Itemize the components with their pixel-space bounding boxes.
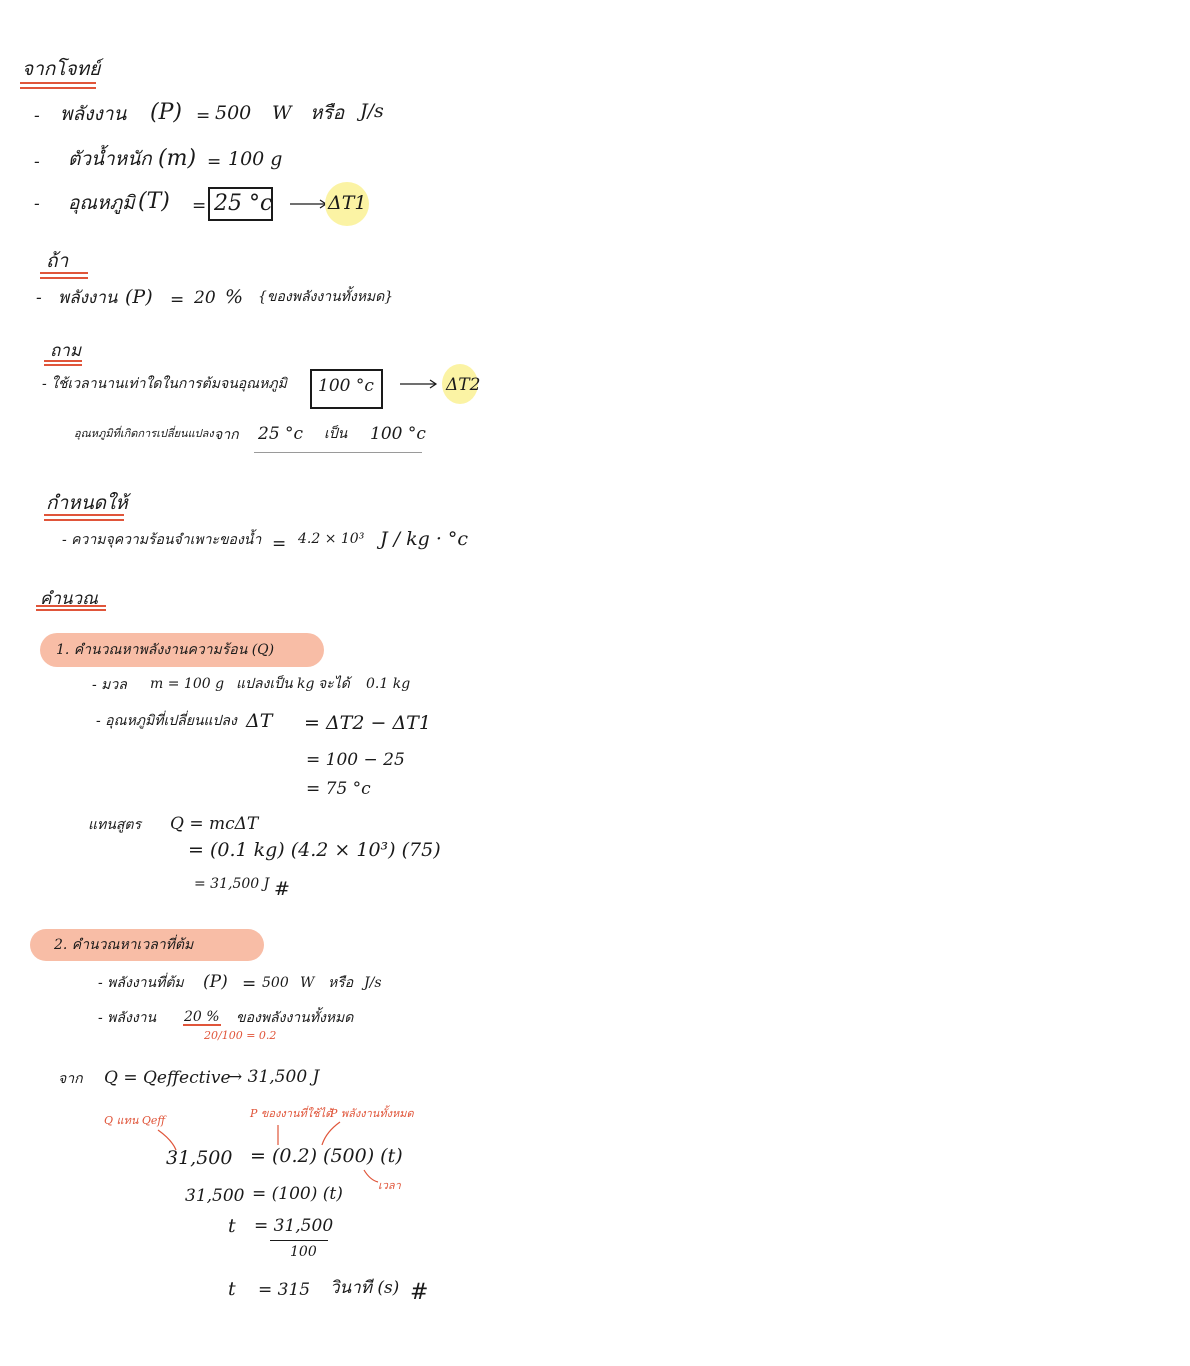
mass-symbol: (m) <box>158 146 197 171</box>
power-dash: - <box>34 106 40 126</box>
power-value: 500 <box>215 102 252 124</box>
if-power-eq: = <box>170 290 185 310</box>
step2-line1-prefix: - พลังงานที่ต้ม <box>98 975 184 991</box>
step2-line1-symbol: (P) <box>203 972 228 992</box>
step1-result: = 31,500 J <box>194 876 270 892</box>
step2-line1-eq: = <box>242 974 257 994</box>
temp-label: อุณหภูมิ <box>68 192 135 214</box>
step1-dt-prefix: - อุณหภูมิที่เปลี่ยนแปลง <box>96 713 237 729</box>
eqC-denominator: 100 <box>290 1244 317 1260</box>
defined-heading: กำหนดให้ <box>46 492 128 514</box>
final-right: = 315 <box>258 1280 311 1300</box>
question-line1: - ใช้เวลานานเท่าใดในการต้มจนอุณหภูมิ <box>42 376 287 392</box>
step2-line1-or: หรือ <box>328 975 354 991</box>
question-line2: อุณหภูมิที่เกิดการเปลี่ยนแปลง <box>74 427 214 440</box>
note-all: P พลังงานทั้งหมด <box>330 1107 414 1120</box>
eqA-left: 31,500 <box>166 1147 233 1169</box>
step2-line2-prefix: - พลังงาน <box>98 1010 157 1026</box>
step2-line1-unit: W <box>300 975 315 991</box>
temp-symbol: (T) <box>138 189 170 214</box>
step1-dt-eq1: = ΔT2 − ΔT1 <box>304 712 431 734</box>
eqB-right: = (100) (t) <box>252 1184 343 1204</box>
step2-line2-note: 20/100 = 0.2 <box>204 1029 277 1042</box>
eqA-right: = (0.2) (500) (t) <box>250 1145 403 1167</box>
if-power-value: 20 <box>194 288 216 308</box>
note-p: P ของงานที่ใช้ได้ <box>250 1107 333 1120</box>
step1-mass-expr: m = 100 g <box>150 676 225 692</box>
step1-mass-result-label: จะได้ <box>318 676 350 692</box>
if-heading: ถ้า <box>46 250 69 272</box>
step2-line1-unit2: J/s <box>364 975 382 991</box>
final-check-mark: # <box>410 1280 429 1305</box>
mass-label: ตัวน้ำหนัก <box>68 148 152 170</box>
power-label: พลังงาน <box>60 103 127 125</box>
note-q: Q แทน Qeff <box>104 1114 166 1127</box>
eqC-left: t <box>228 1215 236 1237</box>
defined-value: 4.2 × 10³ <box>298 531 365 547</box>
power-eq: = <box>196 106 211 126</box>
temp-value: 25 °c <box>214 191 273 216</box>
eqB-left: 31,500 <box>185 1186 245 1206</box>
defined-unit: J / kg · °c <box>380 528 469 550</box>
question-to: เป็น <box>324 426 348 442</box>
step1-dt-eq3: = 75 °c <box>306 779 371 799</box>
defined-eq: = <box>272 534 287 554</box>
final-unit: วินาที (s) <box>330 1278 400 1298</box>
calc-heading: คำนวณ <box>40 589 98 609</box>
step2-line2-value: 20 % <box>184 1009 220 1025</box>
mass-value: 100 g <box>228 148 283 170</box>
if-dash: - <box>36 288 42 308</box>
power-symbol: (P) <box>150 100 182 125</box>
temp-dt1: ΔT1 <box>328 192 367 214</box>
step2-from-label: จาก <box>58 1071 83 1087</box>
step1-formula: Q = mcΔT <box>170 814 259 834</box>
power-or: หรือ <box>310 102 345 124</box>
step1-mass-prefix: - มวล <box>92 677 127 693</box>
step1-sub: = (0.1 kg) (4.2 × 10³) (75) <box>188 839 441 861</box>
step1-title: 1. คำนวณหาพลังงานความร้อน (Q) <box>56 642 275 658</box>
defined-line: - ความจุความร้อนจำเพาะของน้ำ <box>62 532 262 548</box>
step2-title: 2. คำนวณหาเวลาที่ต้ม <box>54 937 194 953</box>
step2-q-eq: Q = Qeffective <box>104 1068 231 1088</box>
final-left: t <box>228 1278 236 1300</box>
temp-dash: - <box>34 194 40 214</box>
fraction-bar <box>270 1240 328 1241</box>
step1-dt-symbol: ΔT <box>246 710 273 732</box>
if-power-note: {ของพลังงานทั้งหมด} <box>258 289 394 305</box>
step1-mass-convert: แปลงเป็น kg <box>236 676 315 692</box>
if-power-unit: % <box>225 286 244 308</box>
if-power-symbol: (P) <box>125 286 153 308</box>
question-heading: ถาม <box>50 341 82 361</box>
if-power-label: พลังงาน <box>58 288 118 308</box>
question-dt2: ΔT2 <box>446 375 481 395</box>
target-temp: 100 °c <box>318 376 374 396</box>
mass-dash: - <box>34 152 40 172</box>
question-t1: 25 °c <box>258 424 304 444</box>
step1-formula-label: แทนสูตร <box>88 817 141 833</box>
temp-eq: = <box>192 196 207 216</box>
step2-line1-value: 500 <box>262 975 289 991</box>
step1-check-mark: # <box>274 878 290 900</box>
question-t2: 100 °c <box>370 424 426 444</box>
step2-line2-rest: ของพลังงานทั้งหมด <box>236 1010 354 1026</box>
note-time: เวลา <box>378 1179 401 1192</box>
step1-mass-result: 0.1 kg <box>366 676 411 692</box>
mass-eq: = <box>207 152 222 172</box>
power-unit: W <box>272 102 292 124</box>
eqC-numerator: = 31,500 <box>254 1216 334 1236</box>
given-heading: จากโจทย์ <box>22 58 101 80</box>
question-from: จาก <box>214 427 239 443</box>
step1-dt-eq2: = 100 − 25 <box>306 750 405 770</box>
step2-q-result: → 31,500 J <box>228 1067 320 1087</box>
power-unit2: J/s <box>360 100 384 122</box>
